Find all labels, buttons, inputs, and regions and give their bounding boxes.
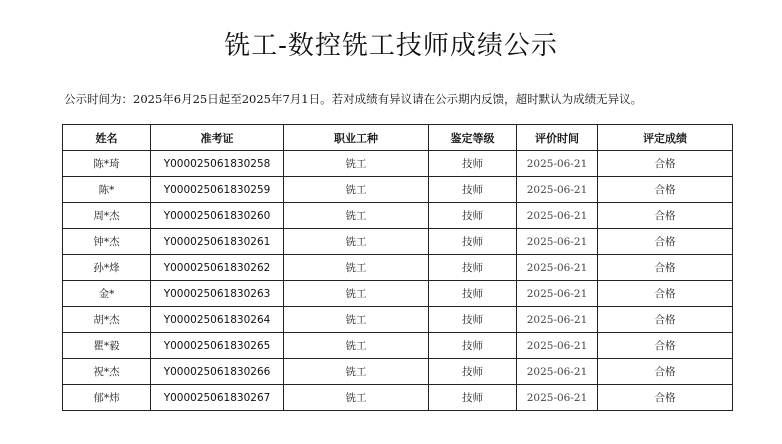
cell-occupation: 铣工 <box>284 333 429 359</box>
cell-ticket: Y000025061830259 <box>151 177 284 203</box>
cell-level: 技师 <box>429 177 517 203</box>
cell-result: 合格 <box>598 333 733 359</box>
cell-level: 技师 <box>429 255 517 281</box>
cell-eval-date: 2025-06-21 <box>517 333 598 359</box>
cell-eval-date: 2025-06-21 <box>517 255 598 281</box>
header-eval-date: 评价时间 <box>517 125 598 151</box>
cell-level: 技师 <box>429 359 517 385</box>
cell-name: 金* <box>63 281 151 307</box>
cell-ticket: Y000025061830266 <box>151 359 284 385</box>
cell-name: 陈* <box>63 177 151 203</box>
cell-name: 郁*炜 <box>63 385 151 411</box>
cell-level: 技师 <box>429 203 517 229</box>
cell-level: 技师 <box>429 333 517 359</box>
cell-result: 合格 <box>598 359 733 385</box>
cell-level: 技师 <box>429 281 517 307</box>
cell-level: 技师 <box>429 307 517 333</box>
header-ticket: 准考证 <box>151 125 284 151</box>
cell-occupation: 铣工 <box>284 281 429 307</box>
cell-eval-date: 2025-06-21 <box>517 359 598 385</box>
table-row <box>63 229 733 255</box>
cell-occupation: 铣工 <box>284 229 429 255</box>
cell-level: 技师 <box>429 151 517 177</box>
cell-level: 技师 <box>429 229 517 255</box>
page-title: 铣工-数控铣工技师成绩公示 <box>224 31 558 61</box>
header-occupation: 职业工种 <box>284 125 429 151</box>
header-level: 鉴定等级 <box>429 125 517 151</box>
cell-ticket: Y000025061830265 <box>151 333 284 359</box>
cell-name: 陈*琦 <box>63 151 151 177</box>
cell-eval-date: 2025-06-21 <box>517 307 598 333</box>
cell-occupation: 铣工 <box>284 359 429 385</box>
cell-result: 合格 <box>598 255 733 281</box>
cell-eval-date: 2025-06-21 <box>517 229 598 255</box>
table-row <box>63 359 733 385</box>
notice-text: 公示时间为：2025年6月25日起至2025年7月1日。若对成绩有异议请在公示期内反馈，超时默认为成绩无异议。 <box>64 92 643 106</box>
cell-eval-date: 2025-06-21 <box>517 203 598 229</box>
cell-ticket: Y000025061830264 <box>151 307 284 333</box>
cell-occupation: 铣工 <box>284 385 429 411</box>
table-row <box>63 203 733 229</box>
cell-result: 合格 <box>598 281 733 307</box>
cell-name: 孙*烽 <box>63 255 151 281</box>
cell-ticket: Y000025061830261 <box>151 229 284 255</box>
cell-eval-date: 2025-06-21 <box>517 281 598 307</box>
header-result: 评定成绩 <box>598 125 733 151</box>
cell-result: 合格 <box>598 203 733 229</box>
table-row <box>63 281 733 307</box>
cell-name: 周*杰 <box>63 203 151 229</box>
cell-occupation: 铣工 <box>284 203 429 229</box>
cell-name: 祝*杰 <box>63 359 151 385</box>
cell-ticket: Y000025061830263 <box>151 281 284 307</box>
cell-name: 胡*杰 <box>63 307 151 333</box>
cell-result: 合格 <box>598 307 733 333</box>
cell-occupation: 铣工 <box>284 177 429 203</box>
results-table <box>62 124 733 411</box>
cell-ticket: Y000025061830267 <box>151 385 284 411</box>
cell-occupation: 铣工 <box>284 255 429 281</box>
cell-result: 合格 <box>598 177 733 203</box>
cell-name: 瞿*毅 <box>63 333 151 359</box>
cell-ticket: Y000025061830260 <box>151 203 284 229</box>
cell-occupation: 铣工 <box>284 151 429 177</box>
cell-occupation: 铣工 <box>284 307 429 333</box>
table-row <box>63 385 733 411</box>
table-row <box>63 177 733 203</box>
cell-result: 合格 <box>598 385 733 411</box>
cell-result: 合格 <box>598 151 733 177</box>
cell-eval-date: 2025-06-21 <box>517 177 598 203</box>
cell-ticket: Y000025061830258 <box>151 151 284 177</box>
cell-result: 合格 <box>598 229 733 255</box>
cell-ticket: Y000025061830262 <box>151 255 284 281</box>
table-row <box>63 255 733 281</box>
cell-eval-date: 2025-06-21 <box>517 385 598 411</box>
table-row <box>63 333 733 359</box>
cell-level: 技师 <box>429 385 517 411</box>
cell-eval-date: 2025-06-21 <box>517 151 598 177</box>
table-header-row <box>63 125 733 151</box>
table-row <box>63 151 733 177</box>
cell-name: 钟*杰 <box>63 229 151 255</box>
header-name: 姓名 <box>63 125 151 151</box>
table-row <box>63 307 733 333</box>
